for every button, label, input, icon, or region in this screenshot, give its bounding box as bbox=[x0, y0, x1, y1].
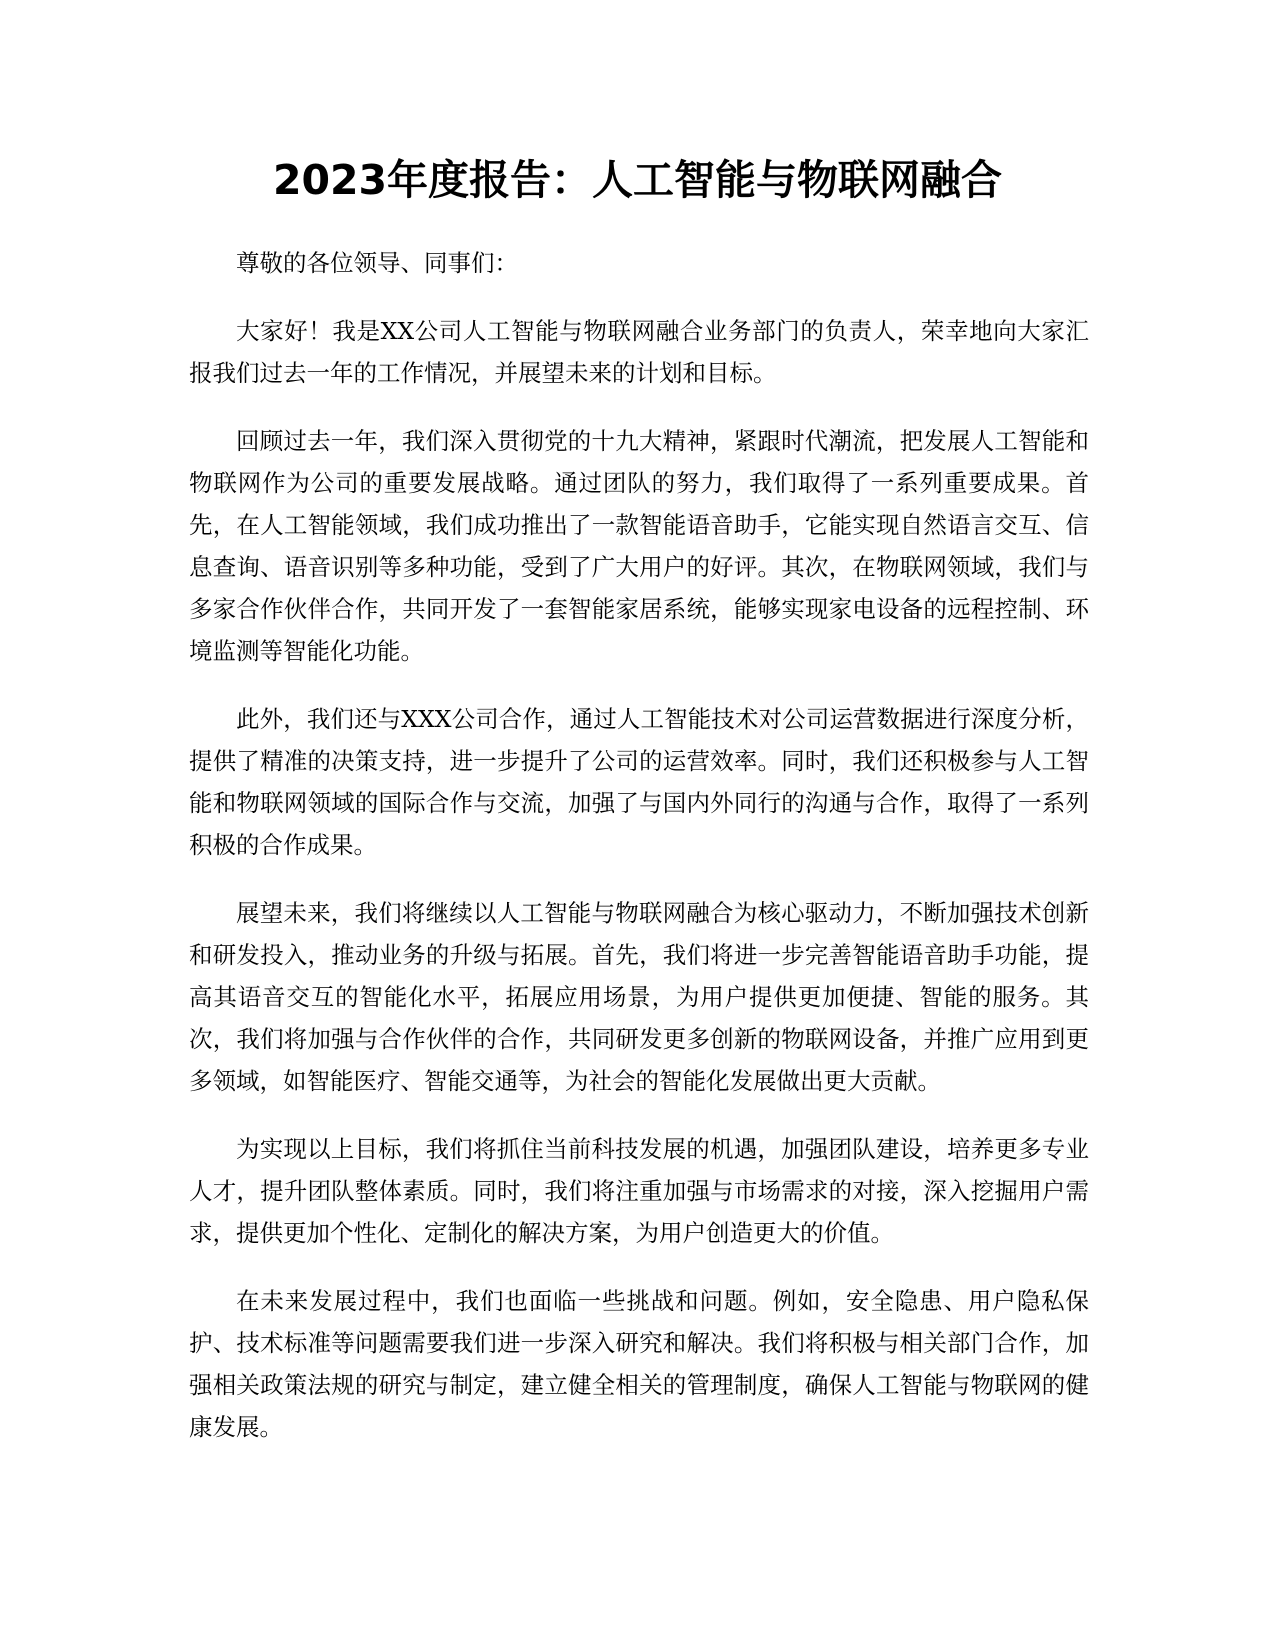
paragraph-challenges: 在未来发展过程中，我们也面临一些挑战和问题。例如，安全隐患、用户隐私保护、技术标准等问题需要我们进一步深入研究和解决。我们将积极与相关部门合作，加强相关政策法规的研究与制定，建立健全相关的管理制度，确保人工智能与物联网的健康发展。 bbox=[189, 1287, 1089, 1441]
paragraph-greeting: 大家好！我是XX公司人工智能与物联网融合业务部门的负责人，荣幸地向大家汇报我们过去一年的工作情况，并展望未来的计划和目标。 bbox=[189, 317, 1089, 387]
paragraph-goals: 为实现以上目标，我们将抓住当前科技发展的机遇，加强团队建设，培养更多专业人才，提升团队整体素质。同时，我们将注重加强与市场需求的对接，深入挖掘用户需求，提供更加个性化、定制化的解决方案，为用户创造更大的价值。 bbox=[189, 1135, 1089, 1247]
paragraph-salutation: 尊敬的各位领导、同事们： bbox=[236, 249, 518, 277]
paragraph-review: 回顾过去一年，我们深入贯彻党的十九大精神，紧跟时代潮流，把发展人工智能和物联网作为公司的重要发展战略。通过团队的努力，我们取得了一系列重要成果。首先，在人工智能领域，我们成功推出了一款智能语音助手，它能实现自然语言交互、信息查询、语音识别等多种功能，受到了广大用户的好评。其次，在物联网领域，我们与多家合作伙伴合作，共同开发了一套智能家居系统，能够实现家电设备的远程控制、环境监测等智能化功能。 bbox=[189, 427, 1089, 665]
paragraph-cooperation: 此外，我们还与XXX公司合作，通过人工智能技术对公司运营数据进行深度分析，提供了精准的决策支持，进一步提升了公司的运营效率。同时，我们还积极参与人工智能和物联网领域的国际合作与交流，加强了与国内外同行的沟通与合作，取得了一系列积极的合作成果。 bbox=[189, 705, 1089, 859]
document-title: 2023年度报告：人工智能与物联网融合 bbox=[272, 156, 1003, 204]
paragraph-outlook: 展望未来，我们将继续以人工智能与物联网融合为核心驱动力，不断加强技术创新和研发投入，推动业务的升级与拓展。首先，我们将进一步完善智能语音助手功能，提高其语音交互的智能化水平，拓展应用场景，为用户提供更加便捷、智能的服务。其次，我们将加强与合作伙伴的合作，共同研发更多创新的物联网设备，并推广应用到更多领域，如智能医疗、智能交通等，为社会的智能化发展做出更大贡献。 bbox=[189, 899, 1089, 1095]
document-body bbox=[189, 242, 1089, 1474]
